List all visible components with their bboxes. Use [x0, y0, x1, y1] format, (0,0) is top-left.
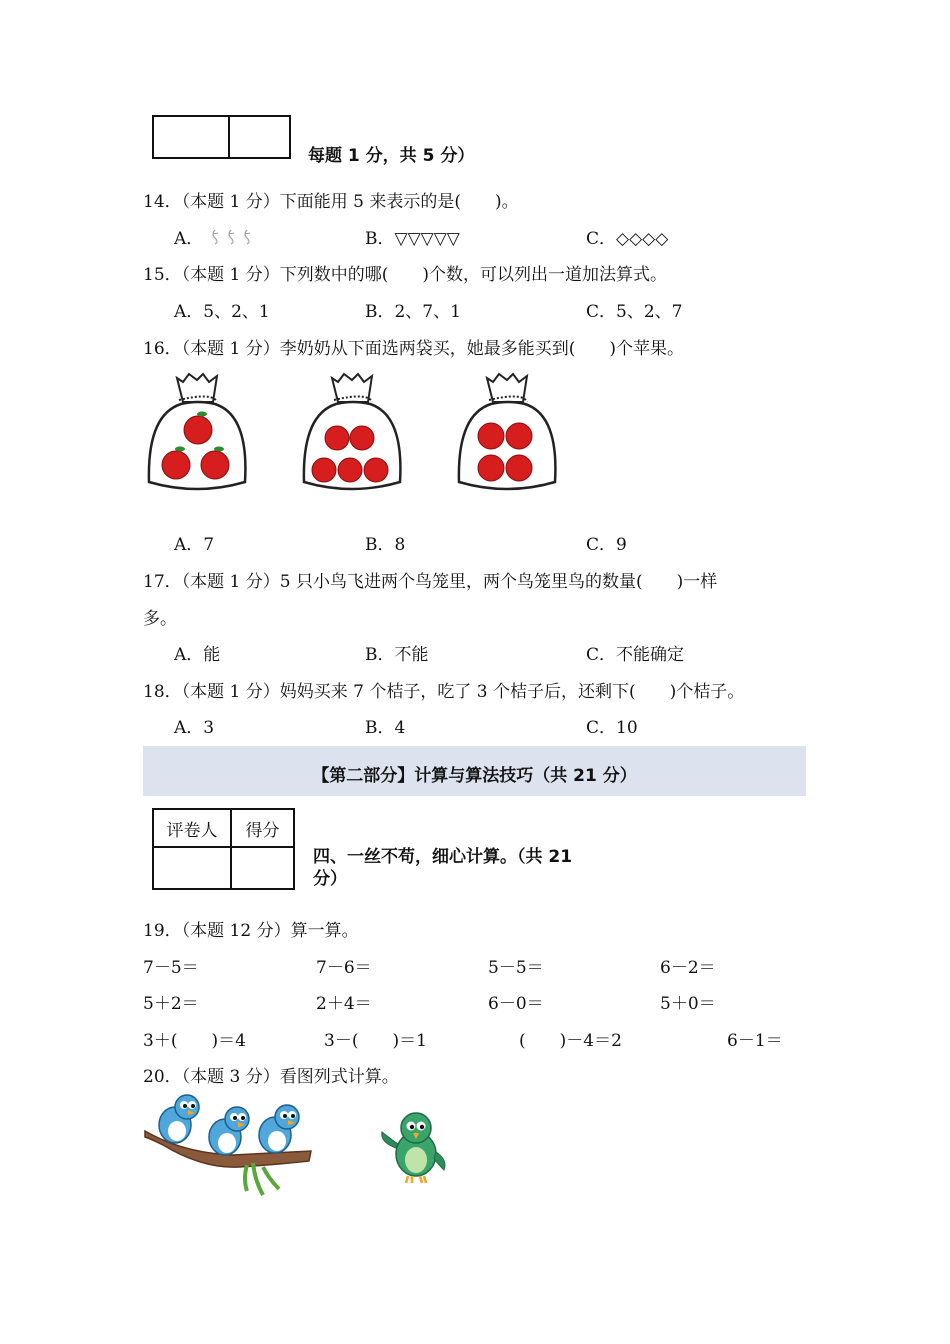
- q20-stem: 20．（本题 3 分）看图列式计算。: [143, 1067, 399, 1087]
- calc-3+blank: 3＋( )＝4: [143, 1031, 246, 1051]
- calc-6-2: 6－2＝: [660, 958, 716, 978]
- q17-option-b: B．不能: [365, 645, 429, 665]
- q14-option-a-notes-icon: [209, 228, 257, 246]
- q18-stem: 18．（本题 1 分）妈妈买来 7 个桔子，吃了 3 个桔子后，还剩下( )个桔子。: [143, 682, 745, 702]
- apple-bag-5-image: [300, 370, 405, 495]
- calc-blank-4: ( )－4＝2: [519, 1031, 622, 1051]
- q17-option-c: C．不能确定: [586, 645, 685, 665]
- q19-stem: 19．（本题 12 分）算一算。: [143, 921, 359, 941]
- calc-7-5: 7－5＝: [143, 958, 199, 978]
- calc-5+2: 5＋2＝: [143, 994, 199, 1014]
- section4-title: 四、一丝不苟，细心计算。（共 21: [313, 847, 573, 867]
- q15-stem: 15．（本题 1 分）下列数中的哪( )个数，可以列出一道加法算式。: [143, 265, 668, 285]
- grader-cell: [153, 847, 231, 889]
- score-cell: [231, 847, 294, 889]
- q16-stem: 16．（本题 1 分）李奶奶从下面选两袋买，她最多能买到( )个苹果。: [143, 339, 685, 359]
- section4-title-continued: 分）: [313, 869, 347, 889]
- blue-bird-3: [259, 1105, 299, 1153]
- q18-option-c: C．10: [586, 718, 638, 738]
- green-bird-image: [378, 1108, 450, 1186]
- q15-option-a: A．5、2、1: [174, 302, 270, 322]
- q14-option-c: C．◇◇◇◇: [586, 229, 669, 249]
- q17-stem-continued: 多。: [143, 609, 177, 629]
- q14-option-a: [174, 224, 257, 249]
- q16-option-c: C．9: [586, 535, 627, 555]
- blue-bird-2: [209, 1107, 249, 1155]
- q15-option-c: C．5、2、7: [586, 302, 683, 322]
- q18-option-b: B．4: [365, 718, 406, 738]
- grader-table: [152, 808, 295, 890]
- calc-6-0: 6－0＝: [488, 994, 544, 1014]
- grader-header: 评卷人: [153, 809, 231, 847]
- calc-7-6: 7－6＝: [316, 958, 372, 978]
- calc-5-5: 5－5＝: [488, 958, 544, 978]
- calc-2+4: 2＋4＝: [316, 994, 372, 1014]
- q14-option-b: B．▽▽▽▽▽: [365, 229, 460, 249]
- q16-option-a: A．7: [174, 535, 215, 555]
- calc-5+0: 5＋0＝: [660, 994, 716, 1014]
- part2-banner-title: 【第二部分】计算与算法技巧（共 21 分）: [312, 766, 637, 786]
- score-box-divider: [228, 115, 230, 159]
- q16-option-b: B．8: [365, 535, 406, 555]
- calc-3-blank: 3－( )＝1: [324, 1031, 427, 1051]
- q14-option-a-label: A．: [174, 229, 204, 249]
- q18-option-a: A．3: [174, 718, 215, 738]
- q17-stem: 17．（本题 1 分）5 只小鸟飞进两个鸟笼里，两个鸟笼里鸟的数量( )一样: [143, 572, 718, 592]
- section3-points-note: 每题 1 分，共 5 分）: [308, 146, 475, 166]
- part2-banner: [143, 746, 806, 796]
- score-box-top: [152, 115, 291, 159]
- q14-stem: 14．（本题 1 分）下面能用 5 来表示的是( )。: [143, 192, 519, 212]
- score-header: 得分: [231, 809, 294, 847]
- blue-bird-1: [159, 1095, 199, 1143]
- apple-bag-3-image: [145, 370, 250, 495]
- three-birds-on-branch-image: [143, 1093, 313, 1198]
- q15-option-b: B．2、7、1: [365, 302, 461, 322]
- calc-6-1: 6－1＝: [727, 1031, 783, 1051]
- q17-option-a: A．能: [174, 645, 221, 665]
- apple-bag-4-image: [455, 370, 560, 495]
